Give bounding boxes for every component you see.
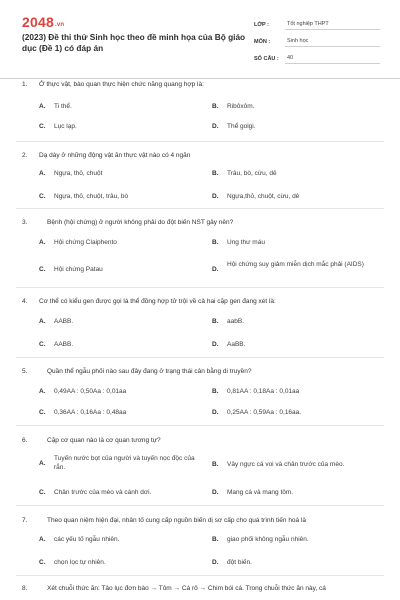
option-letter: A. <box>39 460 46 467</box>
question-text: Bệnh (hội chứng) ở người không phải do đột biến NST gây nên? <box>47 219 234 226</box>
option-letter: D. <box>212 193 219 200</box>
meta-key: SỐ CÂU : <box>254 56 279 62</box>
option-text: Mang cá và mang tôm. <box>227 489 294 496</box>
option-text: 0,25AA : 0,59Aa : 0,16aa. <box>227 409 302 416</box>
option-letter: C. <box>39 123 46 130</box>
option-text: Vây ngực cá voi và chân trước của mèo. <box>227 461 345 468</box>
option-letter: C. <box>39 266 46 273</box>
option-text: Hội chứng suy giảm miễn dịch mắc phải (AIDS) <box>227 261 364 268</box>
option-text: Ngựa, thỏ, chuột <box>54 170 103 177</box>
question-8 <box>0 584 400 596</box>
option-text: Ti thể. <box>54 103 72 110</box>
question-text: Ở thực vật, bào quan thực hiện chức năng quang hợp là: <box>39 81 204 88</box>
question-text: Cặp cơ quan nào là cơ quan tương tự? <box>47 437 161 444</box>
question-number: 7. <box>22 517 28 524</box>
question-text: Quần thể ngẫu phối nào sau đây đang ở trạng thái cân bằng di truyền? <box>47 368 252 375</box>
option-letter: C. <box>39 409 46 416</box>
option-text: Trâu, bò, cừu, dê <box>227 170 277 177</box>
option-text: AABB. <box>54 318 74 325</box>
exam-title: (2023) Đề thi thử Sinh học theo đề minh họa của Bộ giáo dục (Đề 1) có đáp án <box>22 32 246 53</box>
question-divider <box>16 505 384 506</box>
option-letter: B. <box>212 461 219 468</box>
meta-row-question-count <box>254 48 380 64</box>
site-logo[interactable]: 2048.vn <box>22 14 65 30</box>
option-letter: A. <box>39 318 46 325</box>
option-text: giao phối không ngẫu nhiên. <box>227 536 309 543</box>
question-3 <box>0 218 400 273</box>
question-number: 3. <box>22 219 28 226</box>
option-letter: B. <box>212 388 219 395</box>
option-text: Lục lạp. <box>54 123 77 130</box>
option-text: Ngựa,thỏ, chuột, cừu, dê <box>227 193 300 200</box>
option-text: 0,81AA : 0,18Aa : 0,01aa <box>227 388 300 395</box>
option-text: Thể golgi. <box>227 123 256 130</box>
question-text: Dạ dày ở những động vật ăn thực vật nào có 4 ngăn <box>39 152 191 159</box>
option-text: chọn lọc tự nhiên. <box>54 559 106 566</box>
option-text: Hội chứng Claiphento <box>54 239 117 246</box>
option-text: Ung thư máu <box>227 239 265 246</box>
question-number: 5. <box>22 368 28 375</box>
question-4 <box>0 297 400 348</box>
meta-value: Tốt nghiệp THPT <box>285 21 380 30</box>
option-letter: B. <box>212 170 219 177</box>
meta-row-grade <box>254 14 380 30</box>
question-divider <box>16 575 384 576</box>
question-5 <box>0 367 400 416</box>
option-letter: D. <box>212 341 219 348</box>
option-letter: B. <box>212 536 219 543</box>
question-divider <box>16 141 384 142</box>
option-letter: C. <box>39 559 46 566</box>
logo-domain-suffix: .vn <box>54 22 65 28</box>
meta-key: LỚP : <box>254 22 269 28</box>
option-letter: B. <box>212 103 219 110</box>
option-text: 0,36AA : 0,16Aa : 0,48aa <box>54 409 127 416</box>
meta-value: Sinh học <box>285 38 380 47</box>
exam-meta <box>254 14 380 65</box>
option-letter: B. <box>212 318 219 325</box>
option-letter: D. <box>212 123 219 130</box>
option-letter: B. <box>212 239 219 246</box>
question-2 <box>0 151 400 200</box>
question-number: 8. <box>22 585 28 592</box>
meta-key: MÔN : <box>254 39 271 45</box>
option-text: các yếu tố ngẫu nhiên. <box>54 536 120 543</box>
question-6 <box>0 436 400 496</box>
question-text: Xét chuỗi thức ăn: Tảo lục đơn bào → Tôm → Cá rô → Chim bói cá. Trong chuỗi thức ăn này, cá <box>47 585 326 592</box>
option-letter: C. <box>39 193 46 200</box>
question-divider <box>16 287 384 288</box>
question-divider <box>16 425 384 426</box>
option-text: Ribôxôm. <box>227 103 255 110</box>
question-number: 2. <box>22 152 28 159</box>
option-text: AaBB. <box>227 341 246 348</box>
option-text: Chân trước của mèo và cánh dơi. <box>54 489 152 496</box>
question-1 <box>0 80 400 130</box>
option-letter: C. <box>39 489 46 496</box>
option-letter: A. <box>39 170 46 177</box>
option-letter: A. <box>39 103 46 110</box>
option-letter: A. <box>39 388 46 395</box>
option-text: Tuyến nước bọt của người và tuyến nọc độc của rắn. <box>54 455 195 471</box>
option-letter: C. <box>39 341 46 348</box>
question-divider <box>16 357 384 358</box>
option-letter: D. <box>212 266 219 273</box>
question-text: Theo quan niệm hiện đại, nhân tố cung cấp nguồn biến dị sơ cấp cho quá trình tiến hoá là <box>47 517 307 524</box>
option-text: Hội chứng Patau <box>54 266 103 273</box>
question-text: Cơ thể có kiểu gen được gọi là thể đồng hợp tử trội về cả hai cặp gen đang xét là: <box>39 298 276 305</box>
option-letter: D. <box>212 559 219 566</box>
question-number: 4. <box>22 298 28 305</box>
option-letter: A. <box>39 536 46 543</box>
option-text: aabB. <box>227 318 244 325</box>
question-number: 1. <box>22 81 28 88</box>
option-text: AABB. <box>54 341 74 348</box>
option-text: đột biến. <box>227 559 252 566</box>
meta-row-subject <box>254 31 380 47</box>
option-letter: D. <box>212 409 219 416</box>
option-text: Ngựa, thỏ, chuột, trâu, bò <box>54 193 129 200</box>
option-letter: D. <box>212 489 219 496</box>
question-7 <box>0 516 400 566</box>
question-divider <box>16 208 384 209</box>
exam-header <box>0 0 400 79</box>
option-text: 0,49AA : 0,50Aa : 0,01aa <box>54 388 127 395</box>
meta-value: 40 <box>285 55 380 64</box>
option-letter: A. <box>39 239 46 246</box>
question-number: 6. <box>22 437 28 444</box>
